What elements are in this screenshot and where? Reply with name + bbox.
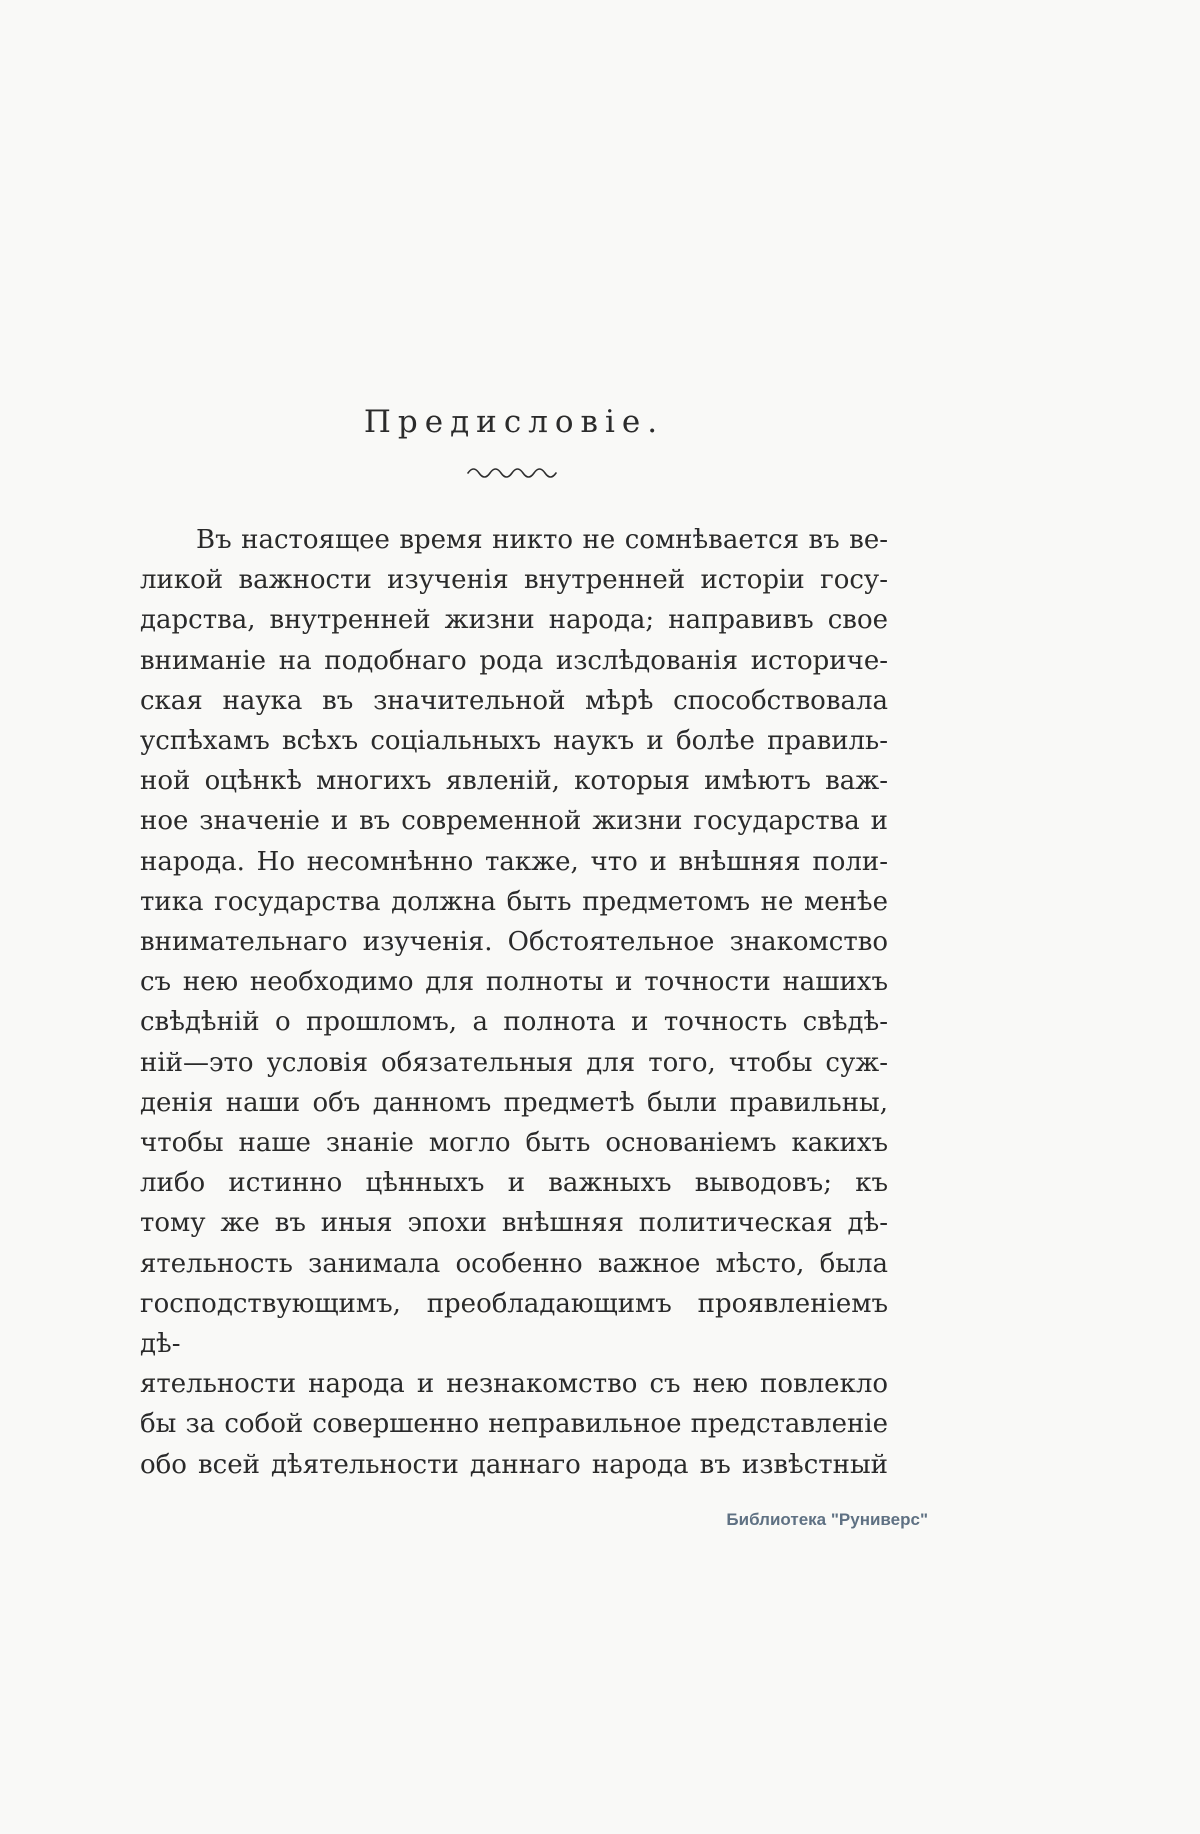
library-watermark: Библиотека "Руниверс" <box>726 1510 928 1529</box>
text-line: успѣхамъ всѣхъ соціальныхъ наукъ и болѣе правиль- <box>140 726 888 757</box>
text-line: либо истинно цѣнныхъ и важныхъ выводовъ; къ <box>140 1168 888 1199</box>
text-line: свѣдѣній о прошломъ, а полнота и точность свѣдѣ- <box>140 1007 888 1038</box>
text-line: ликой важности изученія внутренней исторіи госу- <box>140 565 888 596</box>
text-line: ное значеніе и въ современной жизни государства и <box>140 806 888 837</box>
text-line: ній—это условія обязательныя для того, чтобы суж- <box>140 1047 888 1078</box>
text-line: чтобы наше знаніе могло быть основаніемъ какихъ <box>140 1128 888 1159</box>
text-line: Въ настоящее время никто не сомнѣвается въ ве- <box>196 525 888 555</box>
text-line: народа. Но несомнѣнно также, что и внѣшняя поли- <box>140 846 888 877</box>
text-line: ятельность занимала особенно важное мѣсто, была <box>140 1248 888 1279</box>
page-title: Предисловіе. <box>363 404 665 440</box>
text-line: дарства, внутренней жизни народа; направивъ свое <box>140 605 888 636</box>
text-line: съ нею необходимо для полноты и точности нашихъ <box>140 967 888 998</box>
text-line: внимательнаго изученія. Обстоятельное знакомство <box>140 927 888 958</box>
text-line: ская наука въ значительной мѣрѣ способствовала <box>140 685 888 716</box>
text-line: тика государства должна быть предметомъ не менѣе <box>140 886 888 917</box>
text-line: ятельности народа и незнакомство съ нею повлекло <box>140 1369 888 1400</box>
squiggle-icon <box>466 466 562 478</box>
text-line: обо всей дѣятельности даннаго народа въ извѣстный <box>140 1449 888 1480</box>
text-line: бы за собой совершенно неправильное представленіе <box>140 1409 888 1440</box>
text-line: ной оцѣнкѣ многихъ явленій, которыя имѣютъ важ- <box>140 766 888 797</box>
text-line: денія наши объ данномъ предметѣ были правильны, <box>140 1087 888 1118</box>
paragraph <box>140 520 888 1485</box>
text-line: тому же въ иныя эпохи внѣшняя политическая дѣ- <box>140 1208 888 1239</box>
text-line: господствующимъ, преобладающимъ проявленіемъ дѣ- <box>140 1288 888 1360</box>
divider-squiggle <box>140 466 888 478</box>
text-line: вниманіе на подобнаго рода изслѣдованія историче- <box>140 645 888 676</box>
